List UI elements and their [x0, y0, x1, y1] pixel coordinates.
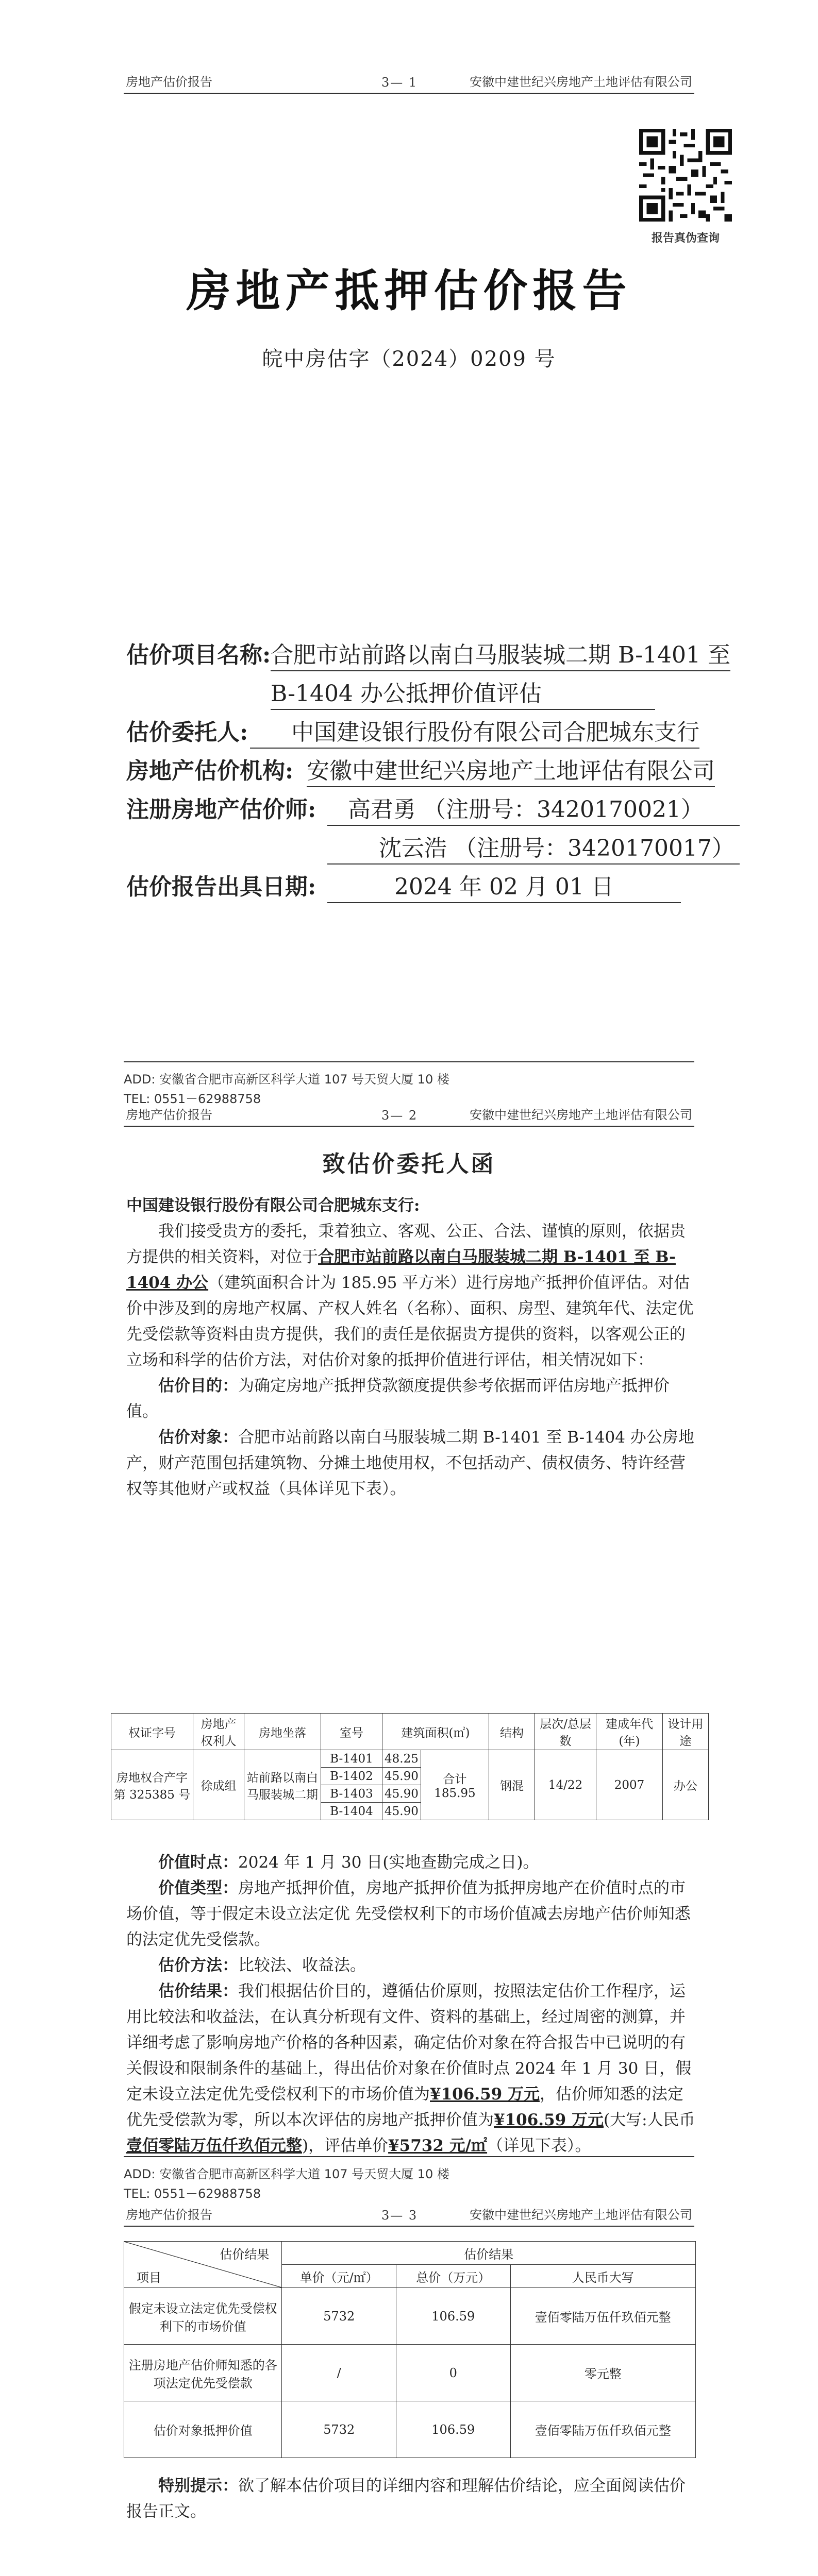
th-cert: 权证字号 [111, 1714, 193, 1750]
page-header [124, 1105, 694, 1127]
client-label: 估价委托人: [126, 719, 248, 745]
project-label: 估价项目名称: [126, 642, 271, 668]
value-date-text: 2024 年 1 月 30 日(实地查勘完成之日)。 [238, 1853, 539, 1872]
th-structure: 结构 [489, 1714, 535, 1750]
cell-room: B-1402 [321, 1768, 382, 1785]
header-page-number: 3— 1 [381, 75, 418, 90]
unit-price: ¥5732 元/㎡ [388, 2137, 488, 2155]
object-paragraph [126, 1425, 698, 1502]
result-page [0, 2205, 818, 2576]
object-text: 合肥市站前路以南白马服装城二期 B-1401 至 B-1404 办公房地产，财产范围包括建筑物、分摊土地使用权，不包括动产、债权债务、特许经营权等其他财产或权益（具体详见下表）。 [126, 1428, 694, 1498]
appraiser-2: 沈云浩 （注册号：3420170017） [327, 829, 740, 865]
result-text-2: ，估价师知悉的法定优先受偿款为零，所以本次评估的房地产抵押价值为 [126, 2085, 684, 2129]
th-unit-price: 单价（元/㎡） [282, 2265, 396, 2288]
result-paragraph [126, 1978, 698, 2159]
header-company: 安徽中建世纪兴房地产土地评估有限公司 [470, 2208, 692, 2222]
th-room: 室号 [321, 1714, 382, 1750]
diagonal-line [124, 2242, 281, 2287]
row-upper: 壹佰零陆万伍仟玖佰元整 [510, 2401, 695, 2458]
intro-paragraph [126, 1218, 698, 1373]
project-row [126, 636, 730, 675]
th-area: 建筑面积(㎡) [382, 1714, 489, 1750]
cell-location: 站前路以南白马服装城二期 [244, 1750, 321, 1820]
cell-area: 45.90 [382, 1803, 421, 1820]
th-location: 房地坐落 [244, 1714, 321, 1750]
property-table [111, 1713, 709, 1820]
table-row [124, 2401, 696, 2458]
footer-tel: TEL: 0551－62988758 [124, 1092, 261, 1105]
row-label: 假定未设立法定优先受偿权利下的市场价值 [124, 2288, 282, 2345]
qr-caption: 报告真伪查询 [651, 231, 720, 245]
purpose-text: 为确定房地产抵押贷款额度提供参考依据而评估房地产抵押价值。 [126, 1377, 670, 1421]
date-label: 估价报告出具日期: [126, 874, 316, 900]
cell-room: B-1401 [321, 1750, 382, 1768]
date-row [126, 868, 704, 907]
intro-text-2: （建筑面积合计为 185.95 平方米）进行房地产抵押价值评估。对估价中涉及到的房地产权属、产权人姓名（名称）、面积、房型、建筑年代、法定优先受偿款等资料由贵方提供，我们的责任是依据贵方提供的资料，以客观公正的立场和科学的估价方法，对估价对象的抵押价值进行评估，相关情况如下： [126, 1274, 694, 1369]
header-page-number: 3— 3 [381, 2208, 418, 2223]
page-header [124, 2205, 694, 2227]
special-note-paragraph [126, 2473, 698, 2524]
appraiser-row-2 [126, 829, 734, 868]
th-project: 项目 [137, 2270, 161, 2285]
table-row [124, 2345, 696, 2401]
result-text-5: （详见下表）。 [487, 2137, 591, 2155]
row-upper: 壹佰零陆万伍仟玖佰元整 [510, 2288, 695, 2345]
purpose-paragraph [126, 1373, 698, 1425]
th-item-project [124, 2242, 282, 2288]
date-value: 2024 年 02 月 01 日 [327, 868, 681, 903]
market-value: ¥106.59 万元 [430, 2085, 540, 2104]
cell-year: 2007 [596, 1750, 663, 1820]
header-company: 安徽中建世纪兴房地产土地评估有限公司 [470, 1108, 692, 1122]
cell-cert: 房地权合产字第 325385 号 [111, 1750, 193, 1820]
method-text: 比较法、收益法。 [238, 1956, 366, 1975]
cell-area: 48.25 [382, 1750, 421, 1768]
result-label: 估价结果： [158, 1982, 238, 2001]
result-text-4: )，评估单价 [302, 2137, 389, 2155]
cell-area: 45.90 [382, 1768, 421, 1785]
letter-page [0, 1105, 818, 2205]
cover-page [0, 0, 818, 1105]
th-year: 建成年代(年) [596, 1714, 663, 1750]
th-result: 估价结果 [282, 2242, 696, 2265]
table-row [124, 2288, 696, 2345]
appraiser-label: 注册房地产估价师: [126, 796, 316, 823]
row-total: 106.59 [396, 2288, 510, 2345]
intro-text-1: 我们接受贵方的委托，秉着独立、客观、公正、合法、谨慎的原则，依据贵方提供的相关资料，对位于 [126, 1222, 686, 1266]
th-use: 设计用途 [663, 1714, 709, 1750]
result-text-3: (大写:人民币 [604, 2111, 695, 2129]
cell-total-area: 合计 185.95 [421, 1750, 489, 1820]
footer-address: ADD: 安徽省合肥市高新区科学大道 107 号天贸大厦 10 楼 [124, 1072, 449, 1087]
report-title: 房地产抵押估价报告 [186, 265, 632, 317]
intro-address: 合肥市站前路以南白马服装城二期 B-1401 至 B-1404 办公 [126, 1248, 676, 1292]
special-note [126, 2473, 698, 2524]
th-owner: 房地产权利人 [193, 1714, 244, 1750]
addressee: 中国建设银行股份有限公司合肥城东支行: [126, 1196, 420, 1215]
value-date-label: 价值时点： [158, 1853, 238, 1872]
value-type-text: 房地产抵押价值，房地产抵押价值为抵押房地产在价值时点的市场价值，等于假定未设立法定优 先受偿权利下的市场价值减去房地产估价师知悉的法定优先受偿款。 [126, 1879, 691, 1949]
special-note-text: 欲了解本估价项目的详细内容和理解估价结论，应全面阅读估价报告正文。 [126, 2477, 686, 2521]
cell-room: B-1404 [321, 1803, 382, 1820]
page-footer [124, 2156, 694, 2204]
agency-label: 房地产估价机构: [126, 758, 294, 784]
page-footer [124, 1061, 694, 1105]
method-label: 估价方法： [158, 1956, 238, 1975]
cell-room: B-1403 [321, 1785, 382, 1803]
value-type-label: 价值类型： [158, 1879, 238, 1897]
purpose-label: 估价目的： [158, 1377, 238, 1395]
row-unit: 5732 [282, 2288, 396, 2345]
result-table [124, 2241, 696, 2458]
letter-title: 致估价委托人函 [322, 1151, 496, 1177]
project-value-line2: B-1404 办公抵押价值评估 [271, 675, 655, 710]
qr-code-icon[interactable] [639, 129, 732, 222]
header-company: 安徽中建世纪兴房地产土地评估有限公司 [470, 75, 692, 89]
agency-value: 安徽中建世纪兴房地产土地评估有限公司 [307, 752, 715, 787]
appraiser-1: 高君勇 （注册号：3420170021） [327, 791, 740, 826]
project-value-line1: 合肥市站前路以南白马服装城二期 B-1401 至 [271, 636, 730, 671]
report-number: 皖中房估字（2024）0209 号 [262, 347, 556, 371]
method-paragraph [126, 1953, 698, 1978]
footer-address: ADD: 安徽省合肥市高新区科学大道 107 号天贸大厦 10 楼 [124, 2167, 449, 2181]
header-left: 房地产估价报告 [126, 75, 212, 89]
mortgage-value: ¥106.59 万元 [494, 2111, 604, 2129]
cell-structure: 钢混 [489, 1750, 535, 1820]
client-row [126, 714, 704, 752]
th-amount-words: 人民币大写 [510, 2265, 695, 2288]
object-label: 估价对象： [158, 1428, 238, 1447]
result-text-1: 我们根据估价目的，遵循估价原则，按照法定估价工作程序，运用比较法和收益法，在认真分析现有文件、资料的基础上，经过周密的测算，并详细考虑了影响房地产价格的各种因素，确定估价对象在符合报告中已说明的有关假设和限制条件的基础上，得出估价对象在价值时点 2024 年 1 月 30 日，假定未设立法定优先受偿权利下的市场价值为 [126, 1982, 692, 2104]
page-header [124, 72, 694, 94]
row-total: 0 [396, 2345, 510, 2401]
letter-body-2 [126, 1850, 698, 2159]
project-row-2 [126, 675, 704, 714]
appraiser-row [126, 791, 704, 829]
client-value: 中国建设银行股份有限公司合肥城东支行 [250, 714, 699, 749]
row-label: 注册房地产估价师知悉的各项法定优先受偿款 [124, 2345, 282, 2401]
cover-info [126, 636, 734, 907]
row-unit: / [282, 2345, 396, 2401]
header-left: 房地产估价报告 [126, 1108, 212, 1122]
letter-body [126, 1193, 698, 1502]
footer-tel: TEL: 0551－62988758 [124, 2187, 261, 2201]
th-total-price: 总价（万元） [396, 2265, 510, 2288]
cell-owner: 徐成组 [193, 1750, 244, 1820]
row-total: 106.59 [396, 2401, 510, 2458]
row-upper: 零元整 [510, 2345, 695, 2401]
cell-floor: 14/22 [535, 1750, 596, 1820]
agency-row [126, 752, 715, 791]
special-note-label: 特别提示： [158, 2477, 238, 2495]
th-item: 估价结果 [220, 2247, 270, 2262]
value-in-words: 壹佰零陆万伍仟玖佰元整 [126, 2137, 302, 2155]
header-left: 房地产估价报告 [126, 2208, 212, 2222]
th-floor: 层次/总层数 [535, 1714, 596, 1750]
header-page-number: 3— 2 [381, 1108, 418, 1123]
row-unit: 5732 [282, 2401, 396, 2458]
row-label: 估价对象抵押价值 [124, 2401, 282, 2458]
value-type-paragraph [126, 1875, 698, 1953]
cell-use: 办公 [663, 1750, 709, 1820]
value-date-paragraph [126, 1850, 698, 1875]
cell-area: 45.90 [382, 1785, 421, 1803]
